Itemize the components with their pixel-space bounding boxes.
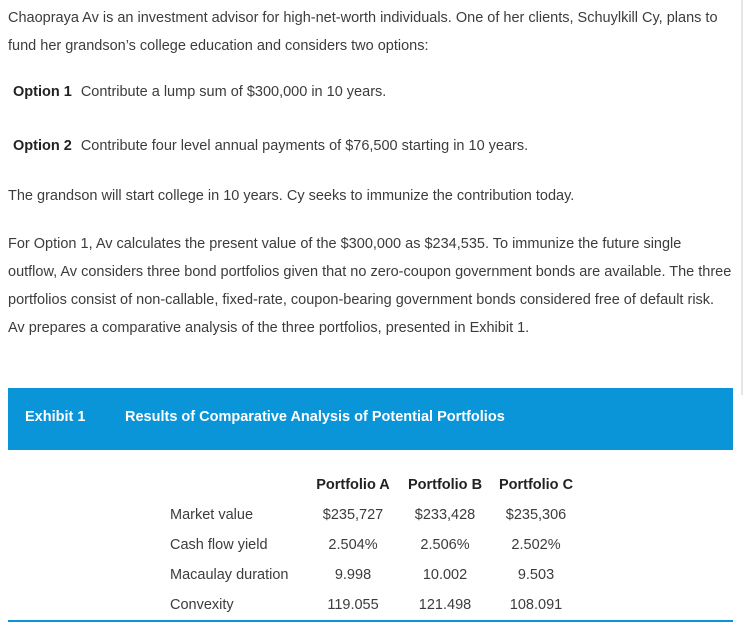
table-row xyxy=(162,530,581,560)
table-row xyxy=(162,560,581,590)
table-cell: 2.504% xyxy=(328,537,378,553)
row-label-market-value: Market value xyxy=(170,507,254,523)
intro-paragraph: Chaopraya Av is an investment advisor for high-net-worth individuals. One of her clients, Schuylkill Cy, plans to fund her grandson’s college education and considers two options: xyxy=(8,10,718,54)
table-cell: $235,727 xyxy=(322,507,384,523)
option-1-label: Option 1 xyxy=(13,84,72,100)
table-cell: $235,306 xyxy=(505,507,567,523)
row-label-macaulay-duration: Macaulay duration xyxy=(170,567,289,583)
option-1 xyxy=(13,82,386,102)
column-header-portfolio-c: Portfolio C xyxy=(498,477,574,493)
table-cell: 2.506% xyxy=(420,537,470,553)
column-header-portfolio-a: Portfolio A xyxy=(316,477,390,493)
exhibit-bottom-rule xyxy=(8,620,733,622)
table-cell: 121.498 xyxy=(418,597,472,613)
table-cell: 119.055 xyxy=(327,597,379,613)
option-analysis-paragraph: For Option 1, Av calculates the present value of the $300,000 as $234,535. To immunize the future single outflow, Av considers three bond portfolios given that no zero-coupon government bonds are available. The three portfolios consist of non-callable, fixed-rate, coupon-bearing government bonds considered free of default risk. Av prepares a comparative analysis of the three portfolios, presented in Exhibit 1. xyxy=(8,236,732,336)
row-label-header xyxy=(162,470,307,500)
table-row xyxy=(162,590,581,620)
portfolio-table xyxy=(162,470,581,620)
column-header-portfolio-b: Portfolio B xyxy=(407,477,483,493)
row-label-convexity: Convexity xyxy=(170,597,234,613)
option-2-label: Option 2 xyxy=(13,138,72,154)
table-header-row xyxy=(162,470,581,500)
table-cell: 108.091 xyxy=(509,597,563,613)
option-2 xyxy=(13,136,528,156)
table-cell: $233,428 xyxy=(414,507,476,523)
exhibit-number: Exhibit 1 xyxy=(25,409,86,425)
exhibit-title: Results of Comparative Analysis of Potential Portfolios xyxy=(125,409,505,425)
row-label-cash-flow-yield: Cash flow yield xyxy=(170,537,268,553)
option-2-text: Contribute four level annual payments of $76,500 starting in 10 years. xyxy=(80,138,529,154)
table-cell: 10.002 xyxy=(422,567,468,583)
option-1-text: Contribute a lump sum of $300,000 in 10 years. xyxy=(80,84,387,100)
table-cell: 9.503 xyxy=(517,567,555,583)
table-cell: 9.998 xyxy=(334,567,372,583)
table-row xyxy=(162,500,581,530)
exhibit-header xyxy=(8,388,733,450)
table-cell: 2.502% xyxy=(511,537,561,553)
scrollbar-track[interactable] xyxy=(741,0,743,395)
grandson-paragraph: The grandson will start college in 10 years. Cy seeks to immunize the contribution today. xyxy=(8,188,575,204)
